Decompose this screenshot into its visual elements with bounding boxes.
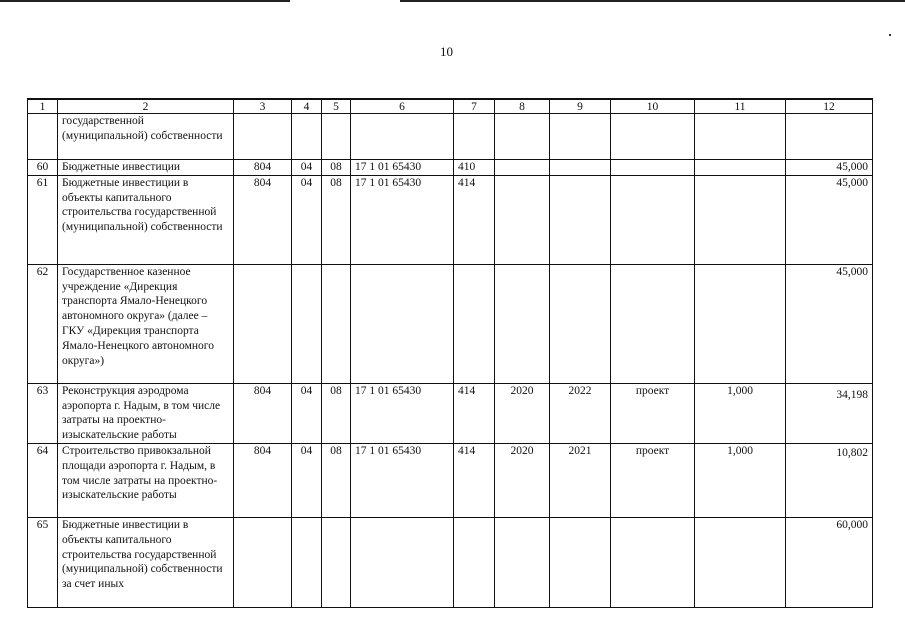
scan-speck — [889, 34, 891, 36]
table-row-continuation — [28, 114, 873, 160]
cell-col3: 804 — [234, 160, 292, 176]
cell-col12: 10,802 — [786, 443, 873, 517]
cell-col5: 08 — [322, 175, 351, 264]
table-header-row — [28, 99, 873, 114]
cell-col10 — [611, 160, 695, 176]
header-cell: 11 — [695, 99, 786, 114]
cell-col6: 17 1 01 65430 — [351, 443, 454, 517]
cell-col7 — [454, 264, 495, 383]
cell-col5: 08 — [322, 383, 351, 443]
cell-col8 — [495, 264, 550, 383]
cell-col9 — [550, 517, 611, 607]
table-row — [28, 264, 873, 383]
top-rule — [0, 0, 905, 2]
cell-col12: 34,198 — [786, 383, 873, 443]
cell-col3 — [234, 264, 292, 383]
cell-col4 — [292, 517, 322, 607]
cell-col5: 08 — [322, 160, 351, 176]
cell-col6 — [351, 264, 454, 383]
header-cell: 4 — [292, 99, 322, 114]
cell-col11: 1,000 — [695, 383, 786, 443]
row-number: 64 — [28, 443, 58, 517]
cell-col3: 804 — [234, 443, 292, 517]
table-row — [28, 175, 873, 264]
header-cell: 5 — [322, 99, 351, 114]
header-cell: 2 — [58, 99, 234, 114]
cell-col12: 45,000 — [786, 264, 873, 383]
table-row — [28, 517, 873, 607]
cell-col8: 2020 — [495, 383, 550, 443]
cell-col10 — [611, 264, 695, 383]
cell-col8 — [495, 160, 550, 176]
cell-col11: 1,000 — [695, 443, 786, 517]
cell-col9: 2022 — [550, 383, 611, 443]
cell-col5: 08 — [322, 443, 351, 517]
row-name: Бюджетные инвестиции в объекты капитального строительства государственной (муниципальной) собственности за счет иных — [58, 517, 234, 607]
cell-col8 — [495, 517, 550, 607]
row-name: государственной (муниципальной) собственности — [58, 114, 234, 160]
cell-col8: 2020 — [495, 443, 550, 517]
cell-col4: 04 — [292, 160, 322, 176]
header-cell: 7 — [454, 99, 495, 114]
cell-col7: 414 — [454, 443, 495, 517]
cell-col4: 04 — [292, 383, 322, 443]
cell-col7: 410 — [454, 160, 495, 176]
cell-col7 — [454, 517, 495, 607]
cell-col9 — [550, 175, 611, 264]
budget-table — [27, 98, 873, 608]
cell-col5 — [322, 264, 351, 383]
cell-col9: 2021 — [550, 443, 611, 517]
cell-col12: 45,000 — [786, 175, 873, 264]
cell-col6 — [351, 517, 454, 607]
header-cell: 6 — [351, 99, 454, 114]
header-cell: 12 — [786, 99, 873, 114]
cell-col3: 804 — [234, 175, 292, 264]
cell-col11 — [695, 517, 786, 607]
table-row — [28, 383, 873, 443]
cell-col3: 804 — [234, 383, 292, 443]
cell-col6: 17 1 01 65430 — [351, 160, 454, 176]
page-number: 10 — [440, 44, 453, 59]
cell-col7: 414 — [454, 175, 495, 264]
cell-col7: 414 — [454, 383, 495, 443]
cell-col4 — [292, 264, 322, 383]
cell-col11 — [695, 264, 786, 383]
table-row — [28, 160, 873, 176]
cell-col5 — [322, 517, 351, 607]
header-cell: 3 — [234, 99, 292, 114]
header-cell: 8 — [495, 99, 550, 114]
table-row — [28, 443, 873, 517]
row-number: 61 — [28, 175, 58, 264]
cell-col6: 17 1 01 65430 — [351, 383, 454, 443]
cell-col12: 60,000 — [786, 517, 873, 607]
row-number: 63 — [28, 383, 58, 443]
row-name: Бюджетные инвестиции — [58, 160, 234, 176]
cell-col10: проект — [611, 443, 695, 517]
header-cell: 9 — [550, 99, 611, 114]
cell-col12: 45,000 — [786, 160, 873, 176]
cell-col10 — [611, 517, 695, 607]
header-cell: 1 — [28, 99, 58, 114]
row-name: Бюджетные инвестиции в объекты капитального строительства государственной (муниципальной) собственности — [58, 175, 234, 264]
cell-col3 — [234, 517, 292, 607]
cell-col11 — [695, 160, 786, 176]
cell-col9 — [550, 160, 611, 176]
row-name: Реконструкция аэродрома аэропорта г. Надым, в том числе затраты на проектно-изыскательские работы — [58, 383, 234, 443]
top-rule-gap — [290, 0, 400, 3]
cell-col8 — [495, 175, 550, 264]
cell-col9 — [550, 264, 611, 383]
row-number: 60 — [28, 160, 58, 176]
cell-col6: 17 1 01 65430 — [351, 175, 454, 264]
cell-col10 — [611, 175, 695, 264]
cell-col4: 04 — [292, 443, 322, 517]
cell-col10: проект — [611, 383, 695, 443]
row-name: Строительство привокзальной площади аэропорта г. Надым, в том числе затраты на проектно-изыскательские работы — [58, 443, 234, 517]
cell-col4: 04 — [292, 175, 322, 264]
header-cell: 10 — [611, 99, 695, 114]
cell-col11 — [695, 175, 786, 264]
row-number: 65 — [28, 517, 58, 607]
row-number — [28, 114, 58, 160]
row-name: Государственное казенное учреждение «Дирекция транспорта Ямало-Ненецкого автономного округа» (далее – ГКУ «Дирекция транспорта Ямало-Ненецкого автономного округа») — [58, 264, 234, 383]
row-number: 62 — [28, 264, 58, 383]
